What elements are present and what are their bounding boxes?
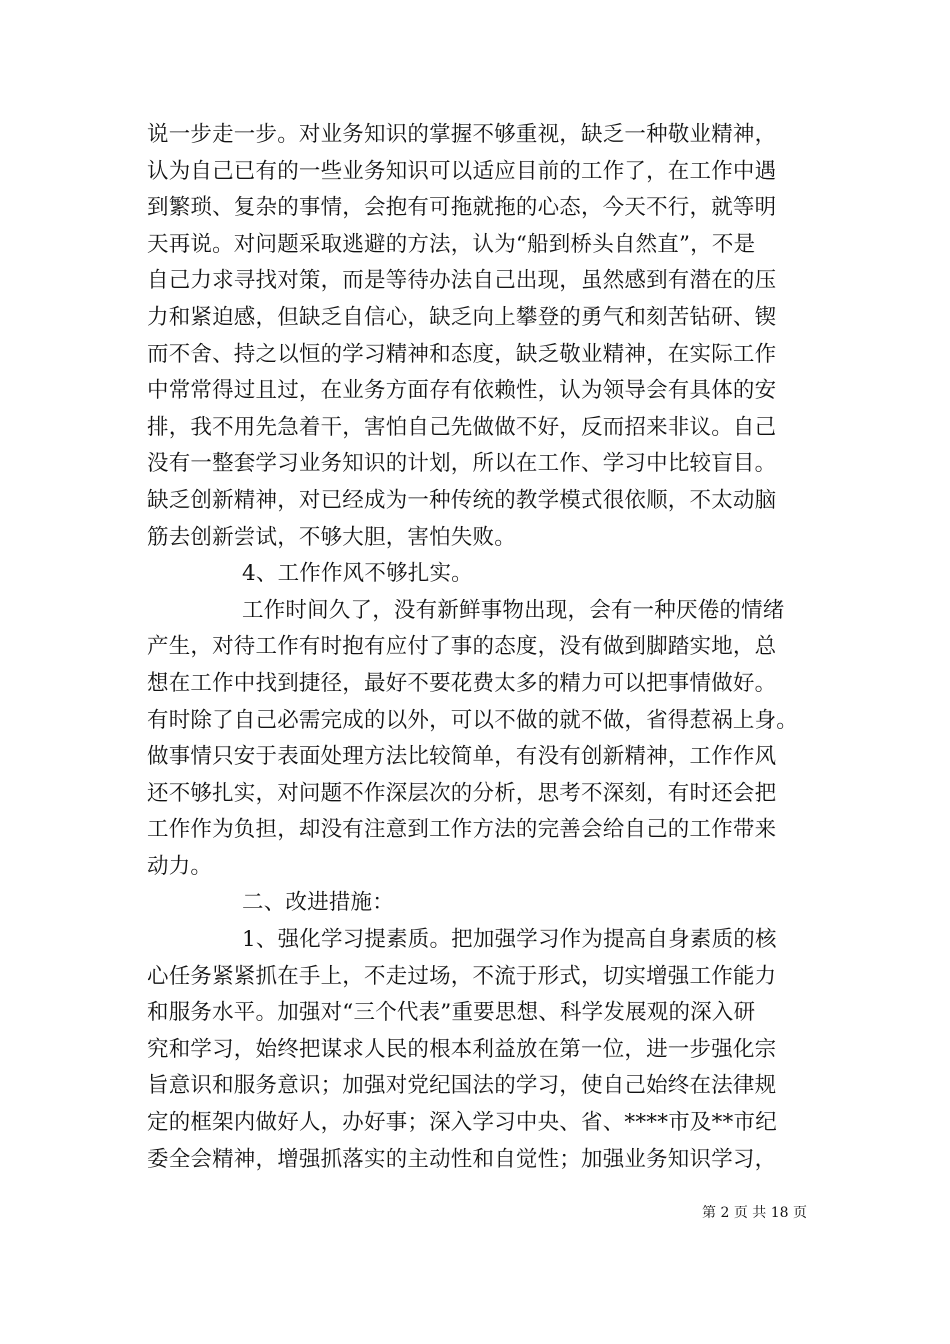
- text-line: 心任务紧紧抓在手上，不走过场，不流于形式，切实增强工作能力: [147, 963, 777, 989]
- text-line: 定的框架内做好人，办好事；深入学习中央、省、****市及**市纪: [147, 1110, 777, 1136]
- text-line: 想在工作中找到捷径，最好不要花费太多的精力可以把事情做好。: [147, 670, 777, 696]
- text-line: 力和紧迫感，但缺乏自信心，缺乏向上攀登的勇气和刻苦钻研、锲: [147, 304, 777, 330]
- text-line: 天再说。对问题采取逃避的方法，认为“船到桥头自然直”，不是: [147, 231, 756, 257]
- text-line: 旨意识和服务意识；加强对党纪国法的学习，使自己始终在法律规: [147, 1073, 777, 1099]
- text-line: 自己力求寻找对策，而是等待办法自己出现，虽然感到有潜在的压: [147, 268, 777, 294]
- text-line: 筋去创新尝试，不够大胆，害怕失败。: [147, 524, 516, 550]
- text-line: 动力。: [147, 853, 213, 879]
- text-line: 还不够扎实，对问题不作深层次的分析，思考不深刻，有时还会把: [147, 780, 777, 806]
- text-line: 而不舍、持之以恒的学习精神和态度，缺乏敬业精神，在实际工作: [147, 341, 777, 367]
- page-number-footer: 第 2 页 共 18 页: [702, 1205, 807, 1221]
- text-line: 中常常得过且过，在业务方面存有依赖性，认为领导会有具体的安: [147, 378, 777, 404]
- text-line: 说一步走一步。对业务知识的掌握不够重视，缺乏一种敬业精神，: [147, 122, 777, 147]
- text-line: 没有一整套学习业务知识的计划，所以在工作、学习中比较盲目。: [147, 451, 777, 477]
- text-line: 1、强化学习提素质。把加强学习作为提高自身素质的核: [242, 927, 777, 953]
- text-line: 究和学习，始终把谋求人民的根本利益放在第一位，进一步强化宗: [147, 1036, 777, 1062]
- text-line: 二、改进措施：: [242, 890, 394, 916]
- text-line: 和服务水平。加强对“三个代表”重要思想、科学发展观的深入研: [147, 1000, 756, 1026]
- text-line: 产生，对待工作有时抱有应付了事的态度，没有做到脚踏实地，总: [147, 634, 777, 660]
- text-line: 缺乏创新精神，对已经成为一种传统的教学模式很依顺，不太动脑: [147, 487, 777, 513]
- text-line: 到繁琐、复杂的事情，会抱有可拖就拖的心态，今天不行，就等明: [147, 195, 777, 221]
- text-line: 工作时间久了，没有新鲜事物出现，会有一种厌倦的情绪: [242, 597, 785, 623]
- body-text: [147, 117, 827, 1178]
- text-line: 有时除了自己必需完成的以外，可以不做的就不做，省得惹祸上身。: [147, 707, 799, 733]
- text-line: 做事情只安于表面处理方法比较简单，有没有创新精神，工作作风: [147, 744, 777, 770]
- text-line: 4、工作作风不够扎实。: [242, 561, 473, 587]
- text-line: 工作作为负担，却没有注意到工作方法的完善会给自己的工作带来: [147, 817, 777, 843]
- text-line: 排，我不用先急着干，害怕自己先做做不好，反而招来非议。自己: [147, 414, 777, 440]
- text-line: 委全会精神，增强抓落实的主动性和自觉性；加强业务知识学习，: [147, 1146, 777, 1172]
- text-line: 认为自己已有的一些业务知识可以适应目前的工作了，在工作中遇: [147, 158, 777, 184]
